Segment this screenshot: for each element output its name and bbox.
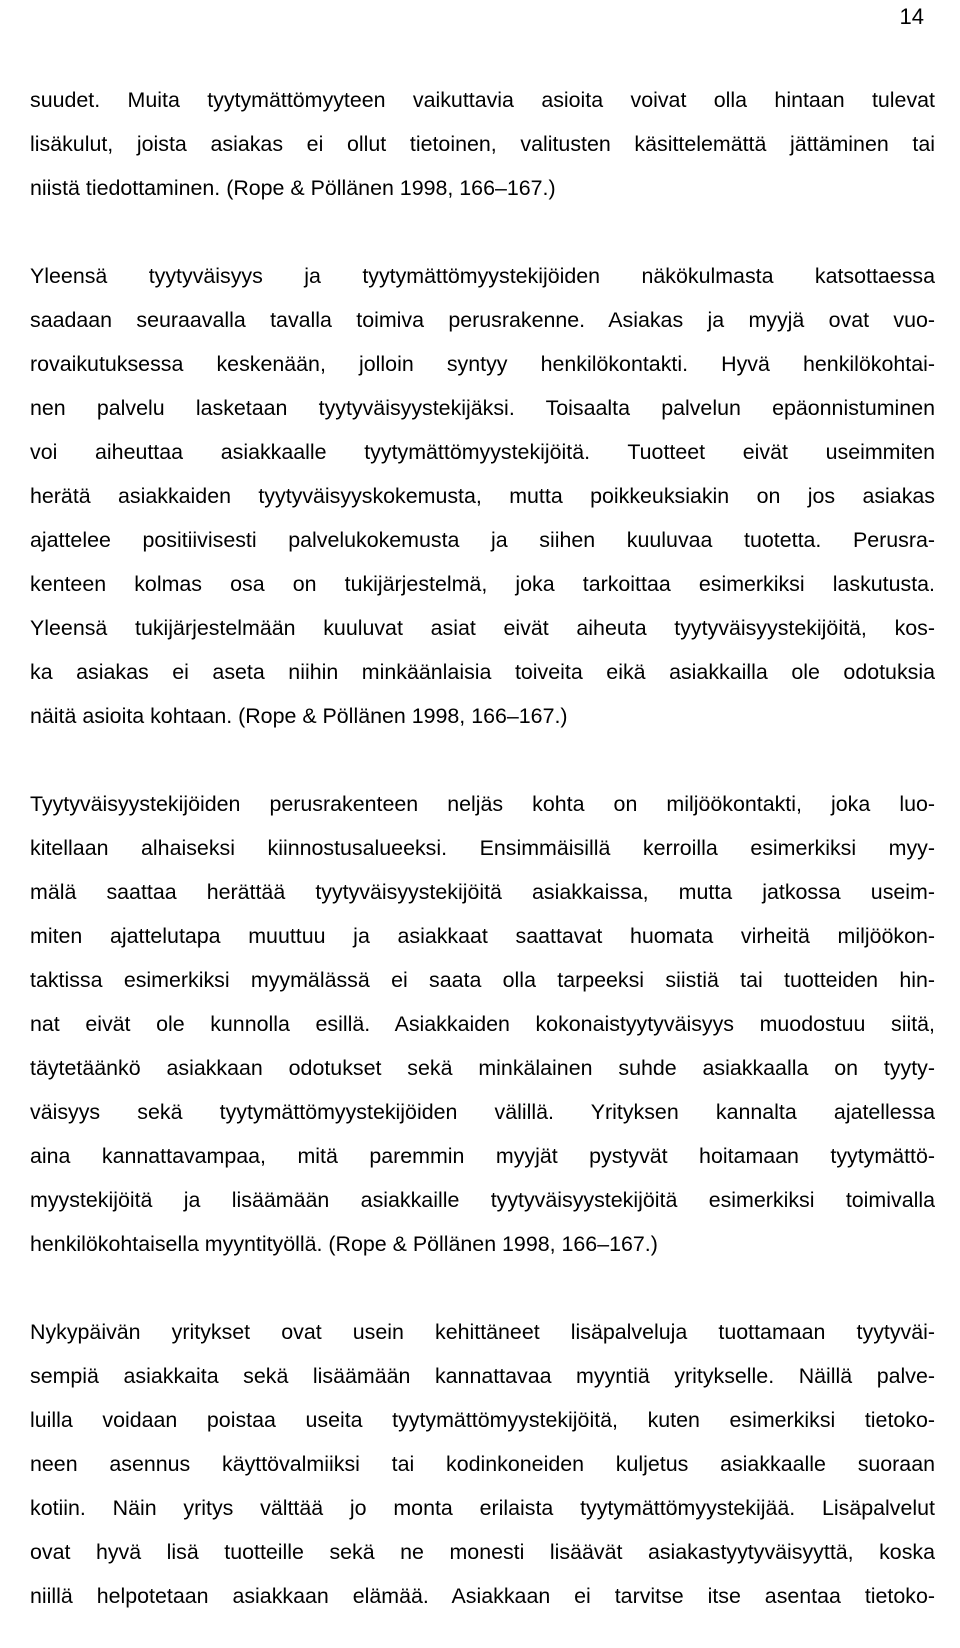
body-text: [30, 78, 935, 1618]
text-line: niillä helpotetaan asiakkaan elämää. Asiakkaan ei tarvitse itse asentaa tietoko-: [30, 1584, 935, 1608]
paragraph-3: [30, 782, 935, 1266]
text-line: ka asiakas ei aseta niihin minkäänlaisia toiveita eikä asiakkailla ole odotuksia: [30, 660, 935, 684]
text-line: aina kannattavampaa, mitä paremmin myyjät pystyvät hoitamaan tyytymättö-: [30, 1144, 935, 1168]
text-line: nat eivät ole kunnolla esillä. Asiakkaiden kokonaistyytyväisyys muodostuu siitä,: [30, 1012, 935, 1036]
text-line: luilla voidaan poistaa useita tyytymättömyystekijöitä, kuten esimerkiksi tietoko-: [30, 1408, 935, 1432]
page-number: 14: [899, 4, 924, 29]
paragraph-gap: [30, 1266, 935, 1310]
text-line: lisäkulut, joista asiakas ei ollut tietoinen, valitusten käsittelemättä jättäminen tai: [30, 132, 935, 156]
text-line: kenteen kolmas osa on tukijärjestelmä, joka tarkoittaa esimerkiksi laskutusta.: [30, 572, 935, 596]
text-line: sempiä asiakkaita sekä lisäämään kannattavaa myyntiä yritykselle. Näillä palve-: [30, 1364, 935, 1388]
text-line: ovat hyvä lisä tuotteille sekä ne monesti lisäävät asiakastyytyväisyyttä, koska: [30, 1540, 935, 1564]
text-line: henkilökohtaisella myyntityöllä. (Rope & Pöllänen 1998, 166–167.): [30, 1232, 658, 1256]
text-line: mälä saattaa herättää tyytyväisyystekijöitä asiakkaissa, mutta jatkossa useim-: [30, 880, 935, 904]
text-line: ajattelee positiivisesti palvelukokemusta ja siihen kuuluvaa tuotetta. Perusra-: [30, 528, 935, 552]
text-line: myystekijöitä ja lisäämään asiakkaille tyytyväisyystekijöitä esimerkiksi toimivalla: [30, 1188, 935, 1212]
text-line: Nykypäivän yritykset ovat usein kehittäneet lisäpalveluja tuottamaan tyytyväi-: [30, 1320, 935, 1344]
paragraph-gap: [30, 738, 935, 782]
text-line: Tyytyväisyystekijöiden perusrakenteen neljäs kohta on miljöökontakti, joka luo-: [30, 792, 935, 816]
text-line: rovaikutuksessa keskenään, jolloin syntyy henkilökontakti. Hyvä henkilökohtai-: [30, 352, 935, 376]
text-line: niistä tiedottaminen. (Rope & Pöllänen 1998, 166–167.): [30, 176, 556, 200]
paragraph-2: [30, 254, 935, 738]
text-line: miten ajattelutapa muuttuu ja asiakkaat saattavat huomata virheitä miljöökon-: [30, 924, 935, 948]
text-line: näitä asioita kohtaan. (Rope & Pöllänen 1998, 166–167.): [30, 704, 568, 728]
text-line: kotiin. Näin yritys välttää jo monta erilaista tyytymättömyystekijää. Lisäpalvelut: [30, 1496, 935, 1520]
paragraph-gap: [30, 210, 935, 254]
text-line: nen palvelu lasketaan tyytyväisyystekijäksi. Toisaalta palvelun epäonnistuminen: [30, 396, 935, 420]
paragraph-1: [30, 78, 935, 210]
text-line: väisyys sekä tyytymättömyystekijöiden välillä. Yrityksen kannalta ajatellessa: [30, 1100, 935, 1124]
text-line: neen asennus käyttövalmiiksi tai kodinkoneiden kuljetus asiakkaalle suoraan: [30, 1452, 935, 1476]
text-line: voi aiheuttaa asiakkaalle tyytymättömyystekijöitä. Tuotteet eivät useimmiten: [30, 440, 935, 464]
text-line: taktissa esimerkiksi myymälässä ei saata olla tarpeeksi siistiä tai tuotteiden hin-: [30, 968, 935, 992]
text-line: suudet. Muita tyytymättömyyteen vaikuttavia asioita voivat olla hintaan tulevat: [30, 88, 935, 112]
text-line: herätä asiakkaiden tyytyväisyyskokemusta, mutta poikkeuksiakin on jos asiakas: [30, 484, 935, 508]
text-line: täytetäänkö asiakkaan odotukset sekä minkälainen suhde asiakkaalla on tyyty-: [30, 1056, 935, 1080]
text-line: kitellaan alhaiseksi kiinnostusalueeksi. Ensimmäisillä kerroilla esimerkiksi myy-: [30, 836, 935, 860]
text-line: saadaan seuraavalla tavalla toimiva perusrakenne. Asiakas ja myyjä ovat vuo-: [30, 308, 935, 332]
text-line: Yleensä tukijärjestelmään kuuluvat asiat eivät aiheuta tyytyväisyystekijöitä, kos-: [30, 616, 935, 640]
paragraph-4: [30, 1310, 935, 1618]
text-line: Yleensä tyytyväisyys ja tyytymättömyystekijöiden näkökulmasta katsottaessa: [30, 264, 935, 288]
